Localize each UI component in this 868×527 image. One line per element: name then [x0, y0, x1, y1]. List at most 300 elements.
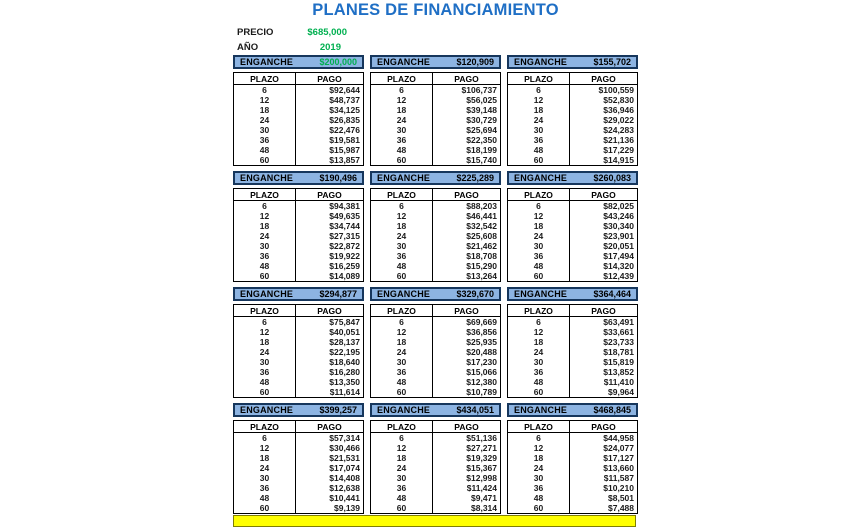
page-title: PLANES DE FINANCIAMIENTO	[312, 1, 559, 19]
payment-table-header-row	[234, 305, 364, 317]
plazo-cell: 12	[508, 443, 570, 453]
enganche-label: ENGANCHE	[240, 405, 294, 415]
pago-cell: $44,958	[603, 433, 634, 443]
payment-row	[234, 211, 364, 221]
payment-table	[370, 188, 501, 282]
payment-row	[234, 251, 364, 261]
pago-cell: $19,329	[466, 453, 497, 463]
payment-rows	[508, 85, 638, 166]
payment-row	[234, 347, 364, 357]
plazo-cell: 48	[371, 261, 433, 271]
pago-cell: $10,789	[466, 387, 497, 397]
payment-table-header-row	[234, 189, 364, 201]
plazo-cell: 60	[508, 387, 570, 398]
payment-row	[234, 483, 364, 493]
payment-row	[234, 85, 364, 96]
payment-row	[508, 145, 638, 155]
plazo-cell: 30	[508, 125, 570, 135]
pago-cell: $18,708	[466, 251, 497, 261]
pago-cell: $10,441	[329, 493, 360, 503]
pago-cell: $9,964	[608, 387, 634, 397]
plazo-cell: 30	[371, 125, 433, 135]
plazo-cell: 60	[508, 503, 570, 514]
anio-label: AÑO	[237, 42, 259, 53]
plazo-cell: 48	[508, 145, 570, 155]
plazo-cell: 36	[371, 135, 433, 145]
plazo-cell: 12	[508, 211, 570, 221]
enganche-header	[233, 171, 364, 185]
enganche-amount: $120,909	[456, 57, 494, 67]
payment-row	[371, 261, 501, 271]
plazo-cell: 60	[371, 387, 433, 398]
plazo-cell: 24	[371, 231, 433, 241]
payment-table	[370, 304, 501, 398]
pago-cell: $11,410	[603, 377, 634, 387]
plazo-cell: 48	[371, 493, 433, 503]
plazo-cell: 24	[508, 463, 570, 473]
pago-cell: $13,852	[603, 367, 634, 377]
plazo-cell: 60	[234, 387, 296, 398]
payment-table	[233, 420, 364, 514]
payment-table	[233, 304, 364, 398]
payment-row	[371, 463, 501, 473]
pago-cell: $16,259	[329, 261, 360, 271]
pago-cell: $21,136	[603, 135, 634, 145]
pago-cell: $10,210	[603, 483, 634, 493]
payment-table-header-row	[234, 73, 364, 85]
payment-row	[234, 261, 364, 271]
plazo-cell: 30	[508, 473, 570, 483]
enganche-header	[507, 55, 638, 69]
pago-cell: $14,408	[329, 473, 360, 483]
next-section-highlight-cutoff	[233, 515, 636, 527]
payment-rows	[234, 85, 364, 166]
payment-row	[234, 135, 364, 145]
plazo-cell: 18	[234, 105, 296, 115]
plazo-cell: 24	[371, 115, 433, 125]
plazo-cell: 30	[508, 357, 570, 367]
plazo-cell: 18	[371, 221, 433, 231]
payment-row	[371, 135, 501, 145]
payment-row	[234, 317, 364, 328]
plazo-cell: 48	[508, 377, 570, 387]
precio-row	[237, 25, 347, 40]
plan-card	[233, 55, 364, 171]
pago-cell: $17,494	[603, 251, 634, 261]
payment-row	[371, 327, 501, 337]
pago-cell: $30,340	[603, 221, 634, 231]
payment-row	[371, 357, 501, 367]
plazo-cell: 12	[371, 95, 433, 105]
payment-table-header-row	[371, 73, 501, 85]
payment-row	[508, 443, 638, 453]
plan-card	[370, 287, 501, 403]
price-info-block	[237, 25, 347, 55]
payment-row	[508, 201, 638, 212]
pago-cell: $82,025	[603, 201, 634, 211]
plazo-cell: 30	[234, 241, 296, 251]
plazo-cell: 6	[371, 433, 433, 444]
pago-cell: $8,314	[471, 503, 497, 513]
plazo-cell: 18	[371, 337, 433, 347]
plazo-cell: 60	[508, 155, 570, 166]
payment-row	[234, 377, 364, 387]
pago-cell: $30,466	[329, 443, 360, 453]
payment-row	[371, 443, 501, 453]
plazo-cell: 36	[234, 135, 296, 145]
payment-rows	[234, 317, 364, 398]
pago-cell: $13,264	[466, 271, 497, 281]
payment-row	[234, 367, 364, 377]
payment-row	[508, 367, 638, 377]
plazo-cell: 60	[371, 271, 433, 282]
pago-cell: $12,439	[603, 271, 634, 281]
plazo-cell: 6	[371, 85, 433, 96]
enganche-label: ENGANCHE	[377, 173, 431, 183]
payment-row	[371, 377, 501, 387]
plazo-column-header: PLAZO	[234, 421, 296, 433]
plazo-cell: 36	[371, 251, 433, 261]
payment-rows	[508, 201, 638, 282]
plan-card	[507, 55, 638, 171]
pago-cell: $27,271	[466, 443, 497, 453]
plazo-cell: 18	[508, 337, 570, 347]
plazo-cell: 30	[234, 125, 296, 135]
payment-rows	[234, 433, 364, 514]
payment-row	[508, 347, 638, 357]
plazo-column-header: PLAZO	[508, 189, 570, 201]
payment-row	[508, 327, 638, 337]
pago-column-header: PAGO	[570, 421, 638, 433]
payment-row	[508, 95, 638, 105]
pago-cell: $22,872	[329, 241, 360, 251]
plazo-cell: 30	[371, 241, 433, 251]
pago-cell: $27,315	[329, 231, 360, 241]
pago-cell: $36,946	[603, 105, 634, 115]
plazo-cell: 24	[371, 463, 433, 473]
payment-row	[371, 493, 501, 503]
pago-cell: $69,669	[466, 317, 497, 327]
payment-row	[508, 503, 638, 514]
payment-row	[371, 125, 501, 135]
pago-cell: $26,835	[329, 115, 360, 125]
enganche-amount: $468,845	[593, 405, 631, 415]
enganche-header	[370, 55, 501, 69]
payment-row	[234, 231, 364, 241]
payment-row	[508, 85, 638, 96]
payment-table	[507, 188, 638, 282]
pago-cell: $11,587	[603, 473, 634, 483]
plazo-column-header: PLAZO	[371, 73, 433, 85]
pago-column-header: PAGO	[570, 305, 638, 317]
payment-row	[234, 387, 364, 398]
enganche-header	[370, 171, 501, 185]
enganche-amount: $329,670	[456, 289, 494, 299]
pago-cell: $23,733	[603, 337, 634, 347]
plazo-cell: 18	[234, 337, 296, 347]
payment-row	[234, 145, 364, 155]
enganche-header	[507, 287, 638, 301]
payment-row	[508, 377, 638, 387]
payment-row	[371, 211, 501, 221]
pago-cell: $15,066	[466, 367, 497, 377]
plazo-cell: 24	[508, 347, 570, 357]
plazo-column-header: PLAZO	[371, 189, 433, 201]
enganche-label: ENGANCHE	[514, 405, 568, 415]
plazo-cell: 12	[508, 95, 570, 105]
pago-cell: $63,491	[603, 317, 634, 327]
payment-row	[234, 453, 364, 463]
pago-cell: $92,644	[329, 85, 360, 95]
payment-row	[371, 115, 501, 125]
pago-column-header: PAGO	[433, 421, 501, 433]
pago-cell: $19,581	[329, 135, 360, 145]
plazo-cell: 18	[234, 221, 296, 231]
pago-cell: $34,744	[329, 221, 360, 231]
payment-row	[371, 503, 501, 514]
pago-column-header: PAGO	[433, 73, 501, 85]
payment-rows	[234, 201, 364, 282]
payment-row	[234, 105, 364, 115]
pago-cell: $18,781	[603, 347, 634, 357]
plazo-cell: 60	[234, 503, 296, 514]
plazo-column-header: PLAZO	[234, 73, 296, 85]
payment-row	[371, 85, 501, 96]
plazo-cell: 24	[508, 115, 570, 125]
pago-cell: $7,488	[608, 503, 634, 513]
plazo-cell: 48	[234, 377, 296, 387]
plazo-cell: 12	[508, 327, 570, 337]
pago-cell: $40,051	[329, 327, 360, 337]
enganche-amount: $225,289	[456, 173, 494, 183]
payment-row	[508, 463, 638, 473]
pago-cell: $20,488	[466, 347, 497, 357]
payment-row	[234, 327, 364, 337]
pago-cell: $75,847	[329, 317, 360, 327]
pago-cell: $17,230	[466, 357, 497, 367]
pago-cell: $30,729	[466, 115, 497, 125]
plan-card	[370, 403, 501, 519]
plazo-cell: 12	[234, 95, 296, 105]
payment-row	[234, 155, 364, 166]
payment-row	[371, 347, 501, 357]
plazo-cell: 12	[371, 211, 433, 221]
plazo-cell: 6	[508, 201, 570, 212]
pago-cell: $51,136	[466, 433, 497, 443]
pago-cell: $9,471	[471, 493, 497, 503]
payment-rows	[371, 85, 501, 166]
plazo-cell: 30	[234, 473, 296, 483]
payment-row	[508, 155, 638, 166]
plazo-cell: 6	[508, 317, 570, 328]
plazo-cell: 36	[371, 367, 433, 377]
pago-cell: $17,229	[603, 145, 634, 155]
enganche-amount: $190,496	[319, 173, 357, 183]
enganche-amount: $434,051	[456, 405, 494, 415]
plazo-cell: 24	[371, 347, 433, 357]
enganche-label: ENGANCHE	[514, 57, 568, 67]
payment-row	[508, 231, 638, 241]
precio-label: PRECIO	[237, 27, 274, 38]
plazo-cell: 60	[371, 155, 433, 166]
payment-row	[508, 271, 638, 282]
enganche-label: ENGANCHE	[377, 289, 431, 299]
enganche-label: ENGANCHE	[377, 405, 431, 415]
payment-table-header-row	[371, 305, 501, 317]
plazo-cell: 18	[508, 105, 570, 115]
anio-row	[237, 40, 347, 55]
payment-table	[370, 420, 501, 514]
payment-row	[371, 483, 501, 493]
pago-cell: $18,199	[466, 145, 497, 155]
plazo-cell: 6	[371, 201, 433, 212]
pago-cell: $9,139	[334, 503, 360, 513]
plazo-cell: 18	[508, 453, 570, 463]
plazo-column-header: PLAZO	[234, 189, 296, 201]
pago-cell: $18,640	[329, 357, 360, 367]
pago-cell: $13,350	[329, 377, 360, 387]
pago-cell: $17,074	[329, 463, 360, 473]
payment-rows	[371, 201, 501, 282]
payment-row	[234, 221, 364, 231]
enganche-header	[233, 403, 364, 417]
pago-cell: $22,476	[329, 125, 360, 135]
plazo-cell: 6	[371, 317, 433, 328]
pago-cell: $94,381	[329, 201, 360, 211]
payment-row	[371, 155, 501, 166]
payment-row	[371, 145, 501, 155]
payment-row	[234, 115, 364, 125]
plazo-cell: 6	[234, 317, 296, 328]
pago-cell: $100,559	[598, 85, 634, 95]
pago-cell: $15,290	[466, 261, 497, 271]
payment-row	[371, 453, 501, 463]
payment-row	[508, 211, 638, 221]
pago-cell: $8,501	[608, 493, 634, 503]
pago-cell: $16,280	[329, 367, 360, 377]
pago-cell: $25,694	[466, 125, 497, 135]
plazo-cell: 60	[234, 155, 296, 166]
plazo-cell: 24	[234, 463, 296, 473]
payment-row	[371, 367, 501, 377]
plazo-cell: 18	[371, 105, 433, 115]
payment-row	[508, 337, 638, 347]
plazo-cell: 24	[234, 231, 296, 241]
plazo-cell: 60	[371, 503, 433, 514]
pago-cell: $12,380	[466, 377, 497, 387]
payment-row	[234, 95, 364, 105]
pago-cell: $46,441	[466, 211, 497, 221]
enganche-label: ENGANCHE	[240, 57, 294, 67]
pago-column-header: PAGO	[570, 73, 638, 85]
enganche-header	[233, 287, 364, 301]
payment-row	[234, 241, 364, 251]
plan-card	[233, 287, 364, 403]
enganche-header	[370, 403, 501, 417]
pago-cell: $20,051	[603, 241, 634, 251]
plazo-column-header: PLAZO	[508, 421, 570, 433]
plazo-cell: 30	[371, 473, 433, 483]
plazo-cell: 60	[234, 271, 296, 282]
payment-row	[371, 337, 501, 347]
plazo-cell: 36	[508, 483, 570, 493]
enganche-amount: $364,464	[593, 289, 631, 299]
payment-row	[234, 337, 364, 347]
plazo-cell: 48	[234, 261, 296, 271]
pago-cell: $21,531	[329, 453, 360, 463]
pago-column-header: PAGO	[296, 73, 364, 85]
enganche-label: ENGANCHE	[240, 173, 294, 183]
plazo-cell: 12	[371, 327, 433, 337]
payment-row	[508, 251, 638, 261]
pago-cell: $17,127	[603, 453, 634, 463]
plazo-cell: 12	[234, 211, 296, 221]
pago-cell: $57,314	[329, 433, 360, 443]
pago-cell: $88,203	[466, 201, 497, 211]
enganche-label: ENGANCHE	[514, 289, 568, 299]
pago-cell: $22,350	[466, 135, 497, 145]
anio-value: 2019	[319, 42, 341, 53]
plazo-cell: 36	[234, 367, 296, 377]
plazo-cell: 36	[234, 483, 296, 493]
pago-cell: $15,819	[603, 357, 634, 367]
plazo-cell: 6	[234, 85, 296, 96]
payment-row	[371, 201, 501, 212]
plazo-cell: 48	[508, 493, 570, 503]
plazo-cell: 24	[508, 231, 570, 241]
payment-row	[234, 503, 364, 514]
payment-row	[234, 357, 364, 367]
payment-row	[508, 135, 638, 145]
plazo-column-header: PLAZO	[371, 305, 433, 317]
payment-table-header-row	[508, 189, 638, 201]
pago-cell: $24,077	[603, 443, 634, 453]
enganche-header	[370, 287, 501, 301]
plazo-cell: 12	[234, 327, 296, 337]
pago-cell: $12,998	[466, 473, 497, 483]
plan-card	[507, 287, 638, 403]
pago-column-header: PAGO	[296, 421, 364, 433]
payment-rows	[371, 433, 501, 514]
pago-cell: $22,195	[329, 347, 360, 357]
plazo-cell: 6	[508, 85, 570, 96]
enganche-amount: $399,257	[319, 405, 357, 415]
plazo-cell: 48	[371, 377, 433, 387]
payment-row	[508, 387, 638, 398]
plazo-cell: 12	[234, 443, 296, 453]
pago-cell: $14,320	[603, 261, 634, 271]
payment-rows	[371, 317, 501, 398]
pago-cell: $23,901	[603, 231, 634, 241]
pago-cell: $36,856	[466, 327, 497, 337]
payment-row	[371, 433, 501, 444]
pago-cell: $11,614	[329, 387, 360, 397]
enganche-header	[507, 403, 638, 417]
pago-cell: $106,737	[461, 85, 497, 95]
payment-row	[508, 493, 638, 503]
pago-cell: $11,424	[466, 483, 497, 493]
payment-row	[234, 443, 364, 453]
pago-cell: $28,137	[329, 337, 360, 347]
payment-table-header-row	[371, 421, 501, 433]
pago-cell: $39,148	[466, 105, 497, 115]
payment-table-header-row	[234, 421, 364, 433]
payment-row	[234, 473, 364, 483]
payment-row	[508, 483, 638, 493]
payment-row	[371, 95, 501, 105]
payment-row	[371, 473, 501, 483]
pago-cell: $24,283	[603, 125, 634, 135]
